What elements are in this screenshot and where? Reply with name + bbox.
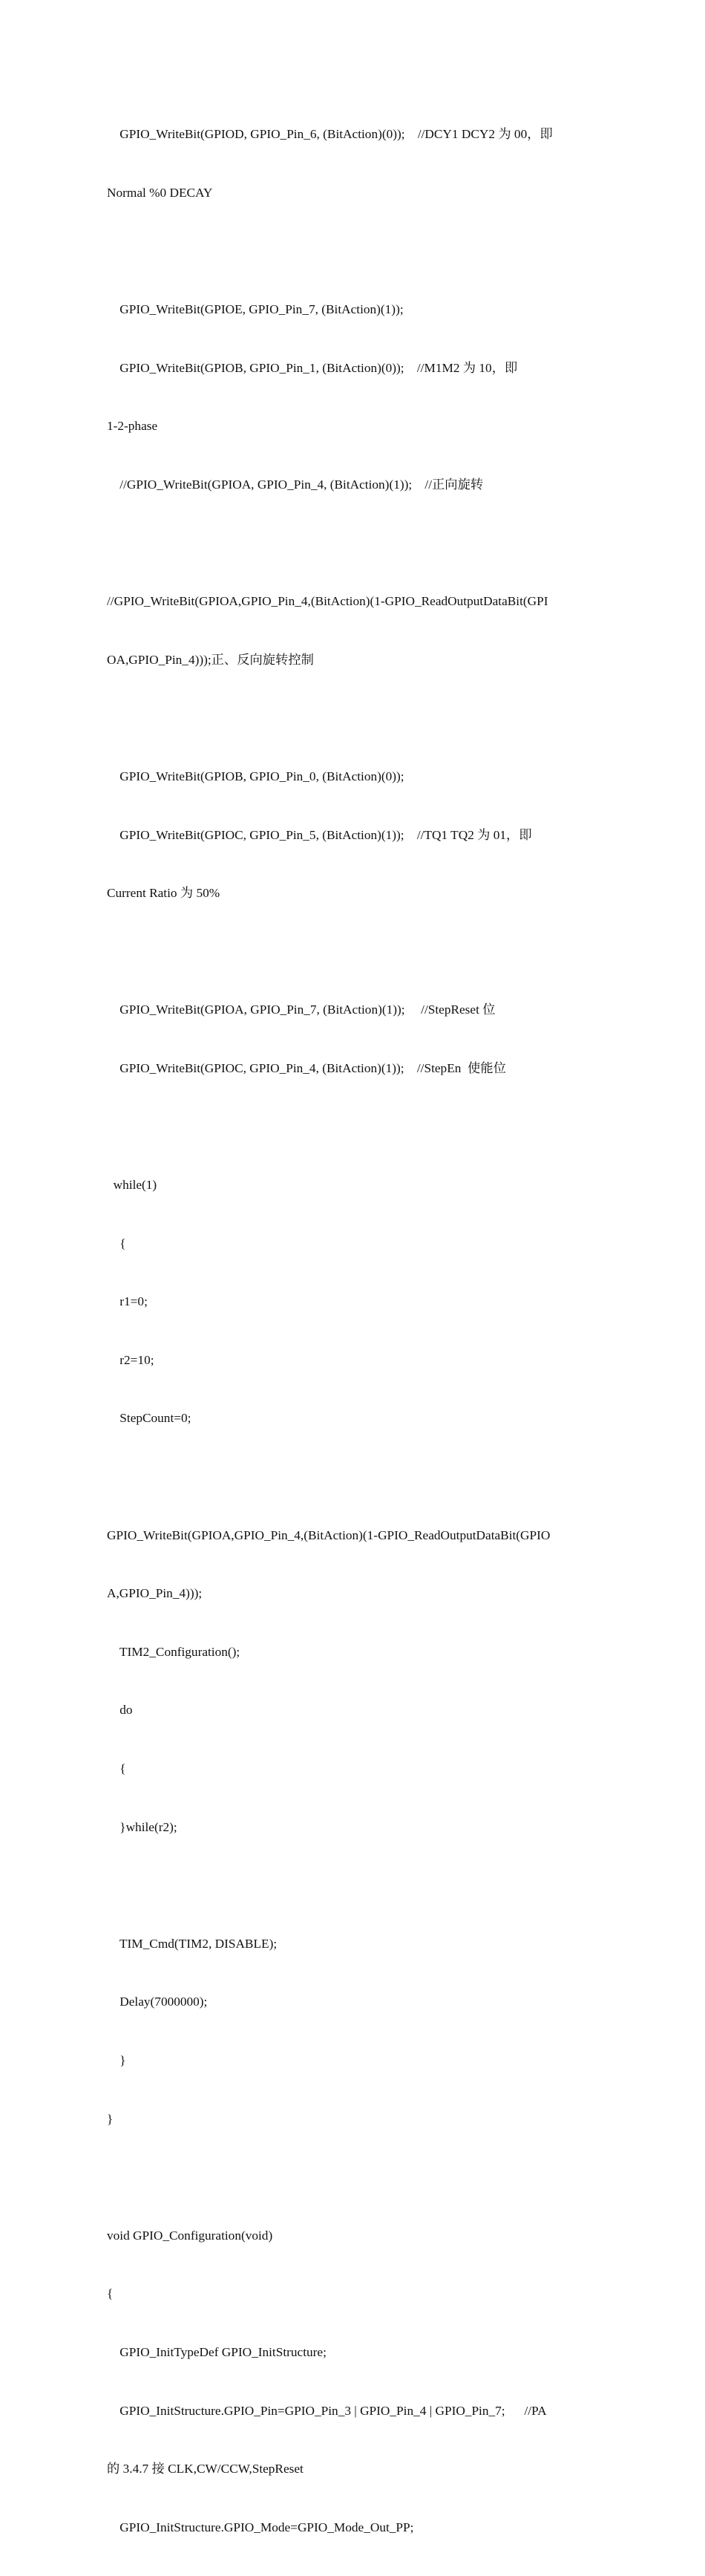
code-line	[107, 242, 603, 261]
code-line: }while(r2);	[107, 1819, 177, 1834]
code-line: GPIO_WriteBit(GPIOA,GPIO_Pin_4,(BitAction)(1-GPIO_ReadOutputDataBit(GPIO	[107, 1527, 551, 1542]
code-line	[107, 2168, 603, 2187]
code-line	[107, 534, 603, 553]
code-line: //GPIO_WriteBit(GPIOA, GPIO_Pin_4, (BitAction)(1)); //正向旋转	[107, 477, 484, 492]
code-line: GPIO_InitTypeDef GPIO_InitStructure;	[107, 2344, 327, 2359]
code-line: GPIO_WriteBit(GPIOD, GPIO_Pin_6, (BitAction)(0)); //DCY1 DCY2 为 00，即	[107, 127, 553, 142]
code-line	[107, 1876, 603, 1895]
code-line: TIM_Cmd(TIM2, DISABLE);	[107, 1936, 278, 1951]
code-line: }	[107, 2111, 114, 2126]
code-line	[107, 942, 603, 962]
code-listing	[107, 86, 603, 2576]
code-line: GPIO_WriteBit(GPIOA, GPIO_Pin_7, (BitAction)(1)); //StepReset 位	[107, 1002, 496, 1017]
code-line: OA,GPIO_Pin_4)));正、反向旋转控制	[107, 652, 314, 667]
code-line: Delay(7000000);	[107, 1995, 208, 2009]
code-line: TIM2_Configuration();	[107, 1644, 240, 1659]
code-line: 的 3.4.7 接 CLK,CW/CCW,StepReset	[107, 2462, 304, 2476]
code-line: {	[107, 1236, 126, 1250]
code-line: 1-2-phase	[107, 419, 158, 434]
code-line: GPIO_WriteBit(GPIOC, GPIO_Pin_5, (BitAction)(1)); //TQ1 TQ2 为 01，即	[107, 827, 532, 842]
code-line: GPIO_InitStructure.GPIO_Mode=GPIO_Mode_Out_PP;	[107, 2520, 414, 2534]
code-line: void GPIO_Configuration(void)	[107, 2228, 273, 2243]
code-line: GPIO_WriteBit(GPIOB, GPIO_Pin_0, (BitAction)(0));	[107, 769, 404, 783]
code-line: {	[107, 2286, 114, 2301]
code-line: A,GPIO_Pin_4)));	[107, 1586, 203, 1601]
code-line	[107, 708, 603, 728]
code-line: r2=10;	[107, 1352, 154, 1367]
code-line: GPIO_InitStructure.GPIO_Pin=GPIO_Pin_3 | GPIO_Pin_4 | GPIO_Pin_7; //PA	[107, 2403, 547, 2418]
code-line: //GPIO_WriteBit(GPIOA,GPIO_Pin_4,(BitAction)(1-GPIO_ReadOutputDataBit(GPI	[107, 594, 548, 609]
code-line: {	[107, 1761, 126, 1776]
code-line	[107, 1118, 603, 1137]
code-line: GPIO_WriteBit(GPIOE, GPIO_Pin_7, (BitAction)(1));	[107, 302, 404, 317]
code-line: }	[107, 2053, 126, 2067]
code-line: while(1)	[107, 1178, 157, 1193]
code-line: do	[107, 1703, 133, 1718]
code-line: GPIO_WriteBit(GPIOB, GPIO_Pin_1, (BitAction)(0)); //M1M2 为 10，即	[107, 360, 518, 375]
code-line: Normal %0 DECAY	[107, 186, 213, 200]
code-line: Current Ratio 为 50%	[107, 886, 220, 901]
code-line: GPIO_WriteBit(GPIOC, GPIO_Pin_4, (BitAction)(1)); //StepEn 使能位	[107, 1060, 506, 1075]
code-line: StepCount=0;	[107, 1411, 191, 1426]
code-line	[107, 1467, 603, 1487]
code-line: r1=0;	[107, 1294, 148, 1309]
